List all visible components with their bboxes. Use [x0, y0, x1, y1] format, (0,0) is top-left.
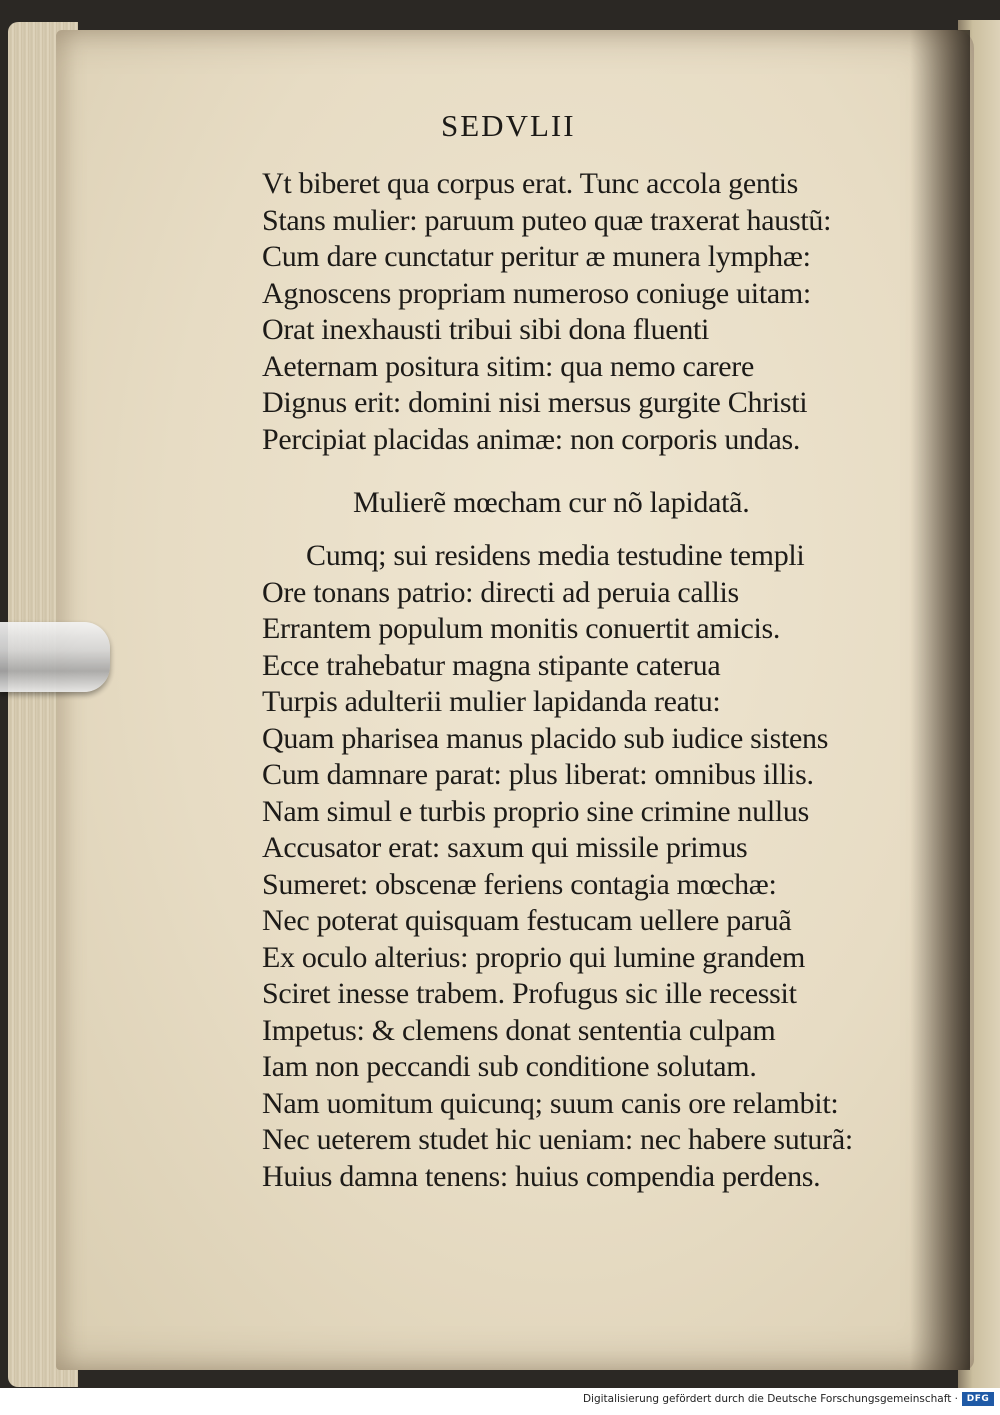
verse-block-2 [262, 538, 853, 1195]
book-gutter-shadow [910, 30, 970, 1370]
verse-line: Accusator erat: saxum qui missile primus [262, 831, 748, 864]
verse-line: Sciret inesse trabem. Profugus sic ille recessit [262, 977, 797, 1010]
verse-line: Cum damnare parat: plus liberat: omnibus illis. [262, 758, 814, 791]
verse-line: Errantem populum monitis conuertit amicis. [262, 612, 781, 645]
verse-line: Ore tonans patrio: directi ad peruia callis [262, 575, 739, 609]
dfg-logo: DFG [962, 1392, 994, 1406]
verse-line: Nam simul e turbis proprio sine crimine nullus [262, 794, 809, 828]
verse-block-1 [262, 166, 831, 458]
verse-line: Aeternam positura sitim: qua nemo carere [262, 349, 754, 383]
verse-line: Nam uomitum quicunq; suum canis ore relambit: [262, 1086, 839, 1120]
verse-line: Ex oculo alterius: proprio qui lumine grandem [262, 940, 806, 974]
funding-notice: Digitalisierung gefördert durch die Deutsche Forschungsgemeinschaft · [582, 1393, 958, 1405]
verse-line: Dignus erit: domini nisi mersus gurgite Christi [262, 386, 808, 419]
verse-line: Cum dare cunctatur peritur æ munera lymphæ: [262, 240, 811, 273]
verse-line: Nec ueterem studet hic ueniam: nec habere suturã: [262, 1123, 853, 1156]
verse-line: Nec poterat quisquam festucam uellere paruã [262, 904, 792, 937]
verse-line: Cumq; sui residens media testudine templi [306, 539, 805, 572]
running-header: SEDVLII [441, 108, 576, 143]
verse-line: Huius damna tenens: huius compendia perdens. [262, 1159, 821, 1193]
page-clip-weight [0, 622, 110, 692]
verse-line: Percipiat placidas animæ: non corporis undas. [262, 422, 801, 456]
verse-line: Sumeret: obscenæ feriens contagia mœchæ: [262, 867, 777, 901]
verse-line: Turpis adulterii mulier lapidanda reatu: [262, 685, 721, 718]
verse-line: Impetus: & clemens donat sententia culpam [262, 1013, 776, 1047]
verse-line: Orat inexhausti tribui sibi dona fluenti [262, 313, 710, 346]
section-heading: Mulierẽ mœcham cur nõ lapidatã. [353, 486, 750, 519]
verse-line: Vt biberet qua corpus erat. Tunc accola gentis [262, 167, 799, 200]
verse-line: Iam non peccandi sub conditione solutam. [262, 1050, 757, 1083]
verse-line: Agnoscens propriam numeroso coniuge uitam: [262, 276, 811, 310]
verse-line: Ecce trahebatur magna stipante caterua [262, 648, 721, 682]
verse-line: Quam pharisea manus placido sub iudice sistens [262, 721, 829, 755]
verse-line: Stans mulier: paruum puteo quæ traxerat haustũ: [262, 203, 832, 237]
